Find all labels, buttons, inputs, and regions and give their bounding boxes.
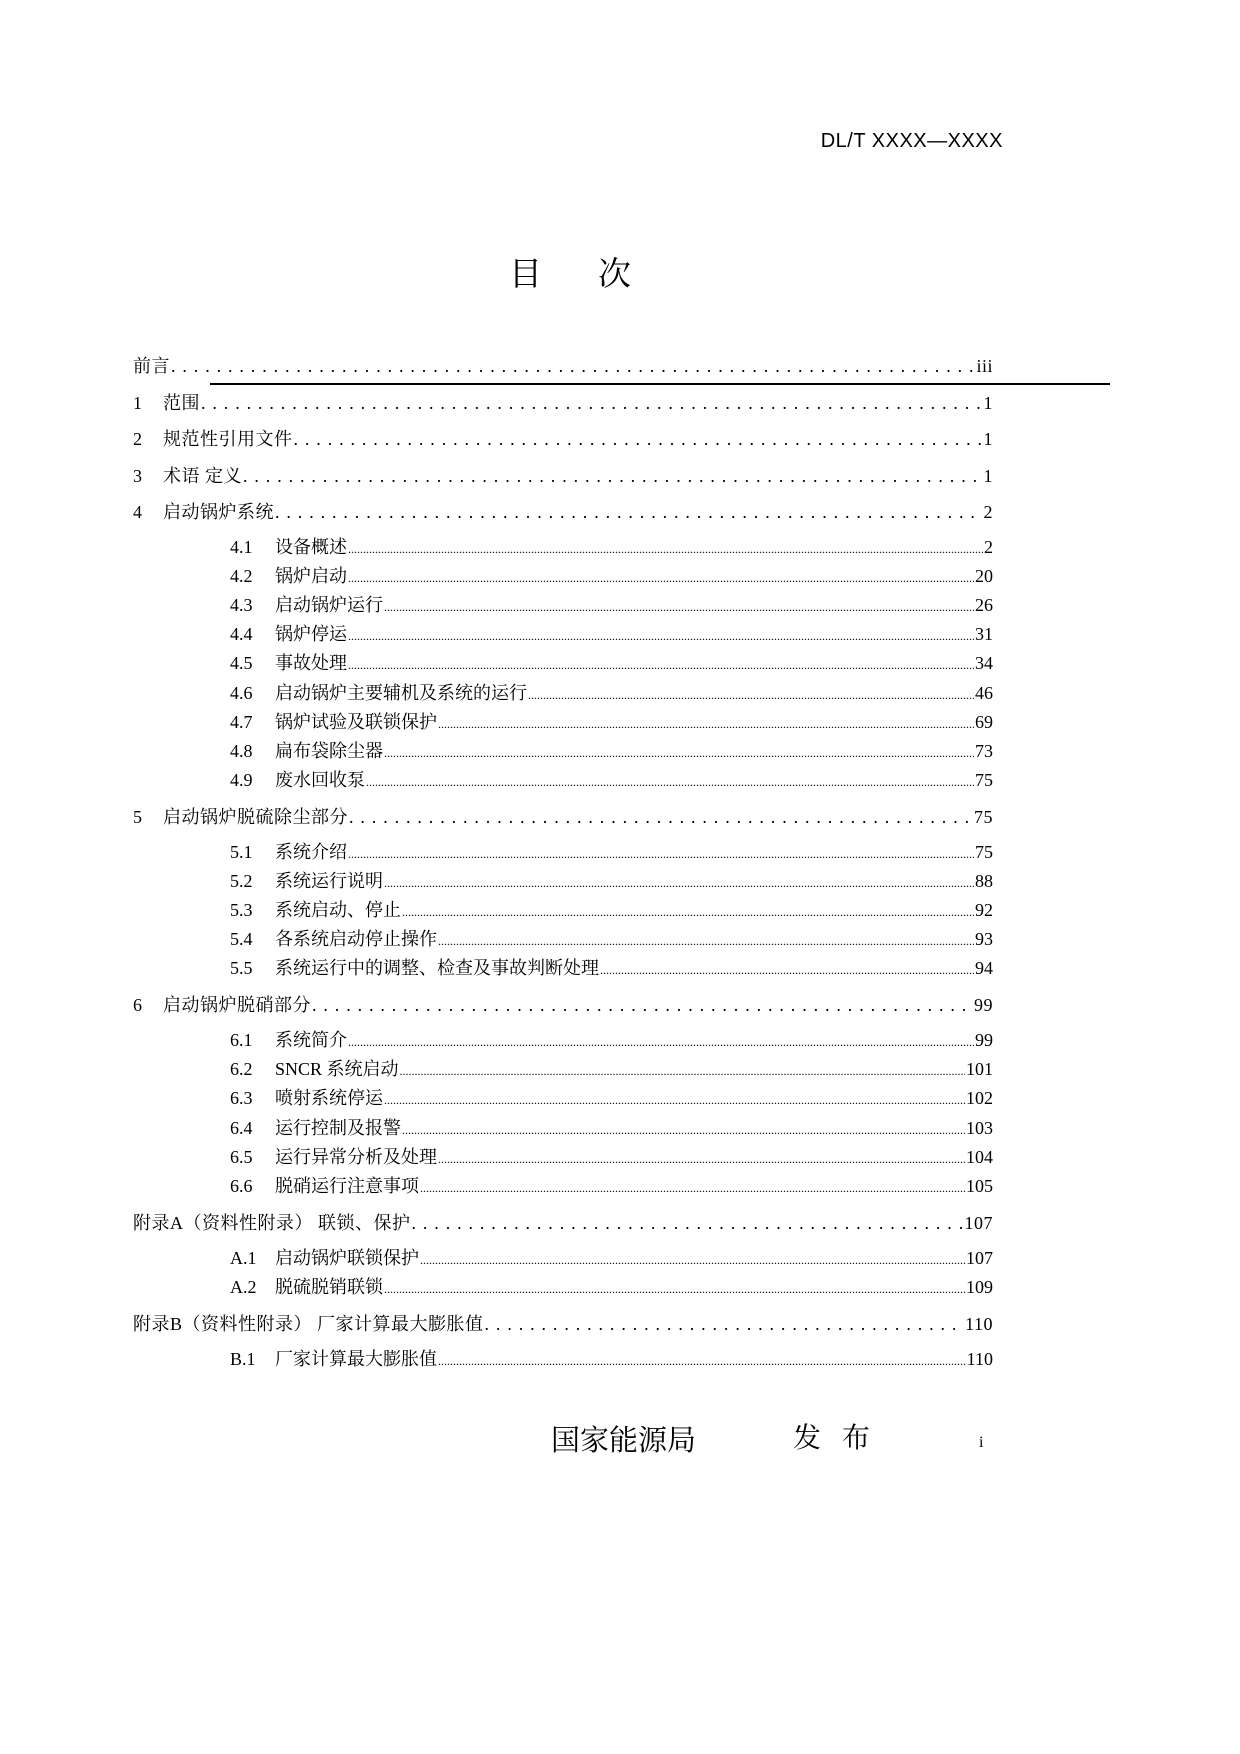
toc-leader-dots: [384, 1277, 965, 1298]
toc-entry[interactable]: [230, 737, 993, 763]
toc-leader-dots: [438, 712, 974, 733]
toc-entry-title: 附录B（资料性附录） 厂家计算最大膨胀值: [133, 1313, 484, 1334]
title-char-1: 目: [509, 254, 542, 293]
issuer: 国家能源局: [551, 1423, 697, 1457]
toc-entry-title: 脱硫脱销联锁: [275, 1276, 383, 1297]
toc-leader-dots: [438, 1147, 965, 1168]
toc-entry-number: 5.1: [230, 841, 253, 862]
toc-entry[interactable]: [133, 462, 993, 488]
toc-entry[interactable]: [230, 1172, 993, 1198]
toc-entry-title: 范围: [163, 392, 200, 413]
toc-leader-dots: [348, 1030, 974, 1051]
toc-leader-dots: [485, 1314, 965, 1335]
toc-entry-page: 2: [983, 502, 993, 522]
toc-entry-title: 术语 定义: [163, 465, 242, 486]
toc-entry-number: 4.3: [230, 595, 253, 616]
toc-entry-title: 锅炉试验及联锁保护: [275, 711, 437, 732]
toc-leader-dots: [294, 429, 983, 450]
toc-leader-dots: [366, 770, 974, 791]
toc-entry-number: 4.5: [230, 653, 253, 674]
toc-entry-number: A.2: [230, 1276, 257, 1297]
toc-entry-title: 前言: [133, 356, 170, 376]
title-char-2: 次: [598, 254, 631, 293]
toc-entry-title: 运行控制及报警: [275, 1117, 401, 1138]
toc-entry[interactable]: [133, 991, 993, 1017]
toc-entry[interactable]: [133, 1310, 993, 1336]
toc-entry[interactable]: [230, 1273, 993, 1299]
toc-entry-title: 锅炉停运: [275, 624, 347, 645]
toc-entry-number: 5.4: [230, 929, 253, 950]
toc-entry[interactable]: [133, 498, 993, 524]
toc-entry-title: 各系统启动停止操作: [275, 929, 437, 950]
toc-entry-page: iii: [976, 356, 993, 376]
toc-entry-page: 1: [983, 429, 993, 449]
toc-leader-dots: [243, 466, 983, 487]
toc-entry-number: 6.2: [230, 1059, 253, 1080]
toc-entry[interactable]: [230, 1244, 993, 1270]
toc-entry-number: 4.6: [230, 682, 253, 703]
toc-entry-page: 2: [984, 537, 993, 557]
toc-entry[interactable]: [230, 1084, 993, 1110]
toc-entry-title: 启动锅炉脱硝部分: [163, 995, 311, 1016]
toc-entry-number: 4: [133, 502, 143, 522]
toc-entry[interactable]: [230, 896, 993, 922]
toc-entry[interactable]: [230, 708, 993, 734]
toc-entry-page: 73: [975, 740, 993, 761]
toc-entry-title: 锅炉启动: [275, 566, 347, 587]
toc-entry-number: 3: [133, 465, 143, 486]
toc-entry-number: 4.8: [230, 740, 253, 761]
toc-entry-page: 105: [966, 1175, 993, 1196]
toc-entry-title: 规范性引用文件: [163, 429, 293, 449]
toc-entry-title: 喷射系统停运: [275, 1088, 383, 1109]
toc-leader-dots: [400, 1059, 965, 1080]
toc-leader-dots: [600, 958, 974, 979]
toc-entry-number: 6.3: [230, 1088, 253, 1109]
toc-entry-number: 1: [133, 392, 143, 413]
toc-leader-dots: [348, 624, 974, 645]
toc-entry[interactable]: [230, 954, 993, 980]
toc-entry-number: 5.3: [230, 900, 253, 920]
toc-leader-dots: [312, 995, 973, 1016]
toc-entry-page: 75: [974, 806, 993, 827]
toc-entry-number: A.1: [230, 1247, 257, 1268]
toc-entry-page: 99: [975, 1030, 993, 1051]
horizontal-rule: [210, 383, 1110, 385]
publish-label: 发 布: [793, 1421, 876, 1454]
toc-entry-page: 107: [964, 1212, 993, 1233]
toc-entry[interactable]: [230, 1055, 993, 1081]
toc-entry-title: 启动锅炉联锁保护: [275, 1247, 419, 1268]
toc-entry-title: 系统简介: [275, 1030, 347, 1051]
toc-entry-title: 系统启动、停止: [275, 900, 401, 920]
toc-entry-number: 4.4: [230, 624, 253, 645]
toc-entry-page: 1: [983, 392, 993, 413]
toc-entry[interactable]: [230, 562, 993, 588]
toc-entry-page: 88: [975, 870, 993, 891]
toc-entry-title: 厂家计算最大膨胀值: [275, 1348, 437, 1369]
toc-entry[interactable]: [230, 620, 993, 646]
toc-entry[interactable]: [133, 389, 993, 415]
toc-entry-page: 92: [975, 900, 993, 920]
toc-entry-number: B.1: [230, 1348, 256, 1369]
toc-entry-number: 4.2: [230, 566, 253, 587]
toc-leader-dots: [348, 653, 974, 674]
toc-entry-page: 93: [975, 929, 993, 950]
toc-entry-page: 69: [975, 711, 993, 732]
toc-entry-number: 6.1: [230, 1030, 253, 1051]
toc-leader-dots: [348, 537, 983, 558]
page-number: i: [979, 1434, 984, 1451]
toc-entry-page: 99: [974, 995, 993, 1016]
toc-entry-title: 启动锅炉脱硫除尘部分: [163, 806, 348, 827]
toc-leader-dots: [201, 393, 983, 414]
toc-entry-page: 102: [966, 1088, 993, 1109]
toc-entry-page: 101: [966, 1059, 993, 1080]
toc-entry-number: 6: [133, 995, 143, 1016]
toc-leader-dots: [438, 1349, 966, 1370]
toc-leader-dots: [384, 871, 974, 892]
toc-entry-page: 20: [975, 566, 993, 587]
toc-entry-title: 系统运行说明: [275, 870, 383, 891]
toc-entry-page: 26: [975, 595, 993, 616]
toc-entry-title: 附录A（资料性附录） 联锁、保护: [133, 1212, 411, 1233]
toc-entry-page: 75: [975, 769, 993, 790]
toc-entry-title: 扁布袋除尘器: [275, 740, 383, 761]
toc-entry-number: 6.6: [230, 1175, 253, 1196]
toc-entry[interactable]: [230, 766, 993, 792]
toc-entry-number: 6.4: [230, 1117, 253, 1138]
toc-entry-number: 6.5: [230, 1146, 253, 1167]
toc-entry[interactable]: [230, 925, 993, 951]
toc-entry-page: 109: [966, 1276, 993, 1297]
toc-entry-title: 运行异常分析及处理: [275, 1146, 437, 1167]
toc-leader-dots: [348, 566, 974, 587]
toc-entry[interactable]: [133, 352, 993, 378]
toc-entry[interactable]: [230, 838, 993, 864]
toc-leader-dots: [384, 741, 974, 762]
toc-entry-number: 5.2: [230, 870, 253, 891]
toc-entry[interactable]: [230, 1345, 993, 1371]
toc-leader-dots: [348, 842, 974, 863]
toc-entry-page: 104: [966, 1146, 993, 1167]
toc-entry[interactable]: [230, 1143, 993, 1169]
toc-entry-title: SNCR 系统启动: [275, 1059, 399, 1080]
toc-entry-number: 4.1: [230, 537, 253, 557]
toc-entry-title: 启动锅炉运行: [275, 595, 383, 616]
toc-entry[interactable]: [230, 649, 993, 675]
toc-entry[interactable]: [133, 425, 993, 451]
toc-entry-page: 103: [966, 1117, 993, 1138]
toc-entry[interactable]: [230, 591, 993, 617]
toc-leader-dots: [275, 502, 983, 523]
toc-entry[interactable]: [230, 1026, 993, 1052]
toc-leader-dots: [420, 1248, 965, 1269]
toc-leader-dots: [171, 356, 975, 377]
toc-leader-dots: [402, 900, 974, 921]
toc-entry-title: 设备概述: [275, 537, 347, 557]
toc-entry-page: 31: [975, 624, 993, 645]
toc-entry-page: 110: [966, 1348, 993, 1369]
toc-entry-page: 1: [983, 465, 993, 486]
toc-leader-dots: [349, 807, 973, 828]
toc-entry-title: 启动锅炉主要辅机及系统的运行: [275, 682, 527, 703]
toc-entry-page: 107: [966, 1247, 993, 1268]
toc-entry-page: 34: [975, 653, 993, 674]
toc-leader-dots: [384, 595, 974, 616]
page-title: [0, 248, 1140, 295]
toc-entry[interactable]: [133, 1209, 993, 1235]
document-code: DL/T XXXX—XXXX: [820, 130, 1003, 152]
toc-leader-dots: [528, 683, 974, 704]
toc-leader-dots: [384, 1088, 965, 1109]
toc-entry[interactable]: [230, 533, 993, 559]
toc-entry-number: 5: [133, 806, 143, 827]
toc-entry-title: 脱硝运行注意事项: [275, 1175, 419, 1196]
toc-leader-dots: [402, 1118, 965, 1139]
toc-entry-page: 75: [975, 841, 993, 862]
toc-entry-title: 系统运行中的调整、检查及事故判断处理: [275, 958, 599, 979]
toc-entry-title: 事故处理: [275, 653, 347, 674]
toc-entry-title: 废水回收泵: [275, 769, 365, 790]
toc-entry-title: 系统介绍: [275, 841, 347, 862]
toc-entry-page: 46: [975, 682, 993, 703]
toc-entry[interactable]: [230, 1114, 993, 1140]
toc-entry-number: 5.5: [230, 958, 253, 979]
toc-leader-dots: [438, 929, 974, 950]
toc-entry-page: 94: [975, 958, 993, 979]
toc-entry-number: 4.9: [230, 769, 253, 790]
toc-entry[interactable]: [133, 803, 993, 829]
toc-entry-number: 2: [133, 429, 143, 449]
toc-entry-number: 4.7: [230, 711, 253, 732]
toc-leader-dots: [420, 1176, 965, 1197]
toc-entry-page: 110: [965, 1313, 993, 1334]
toc-leader-dots: [412, 1213, 964, 1234]
toc-entry-title: 启动锅炉系统: [163, 502, 274, 522]
toc-entry[interactable]: [230, 679, 993, 705]
toc-entry[interactable]: [230, 867, 993, 893]
